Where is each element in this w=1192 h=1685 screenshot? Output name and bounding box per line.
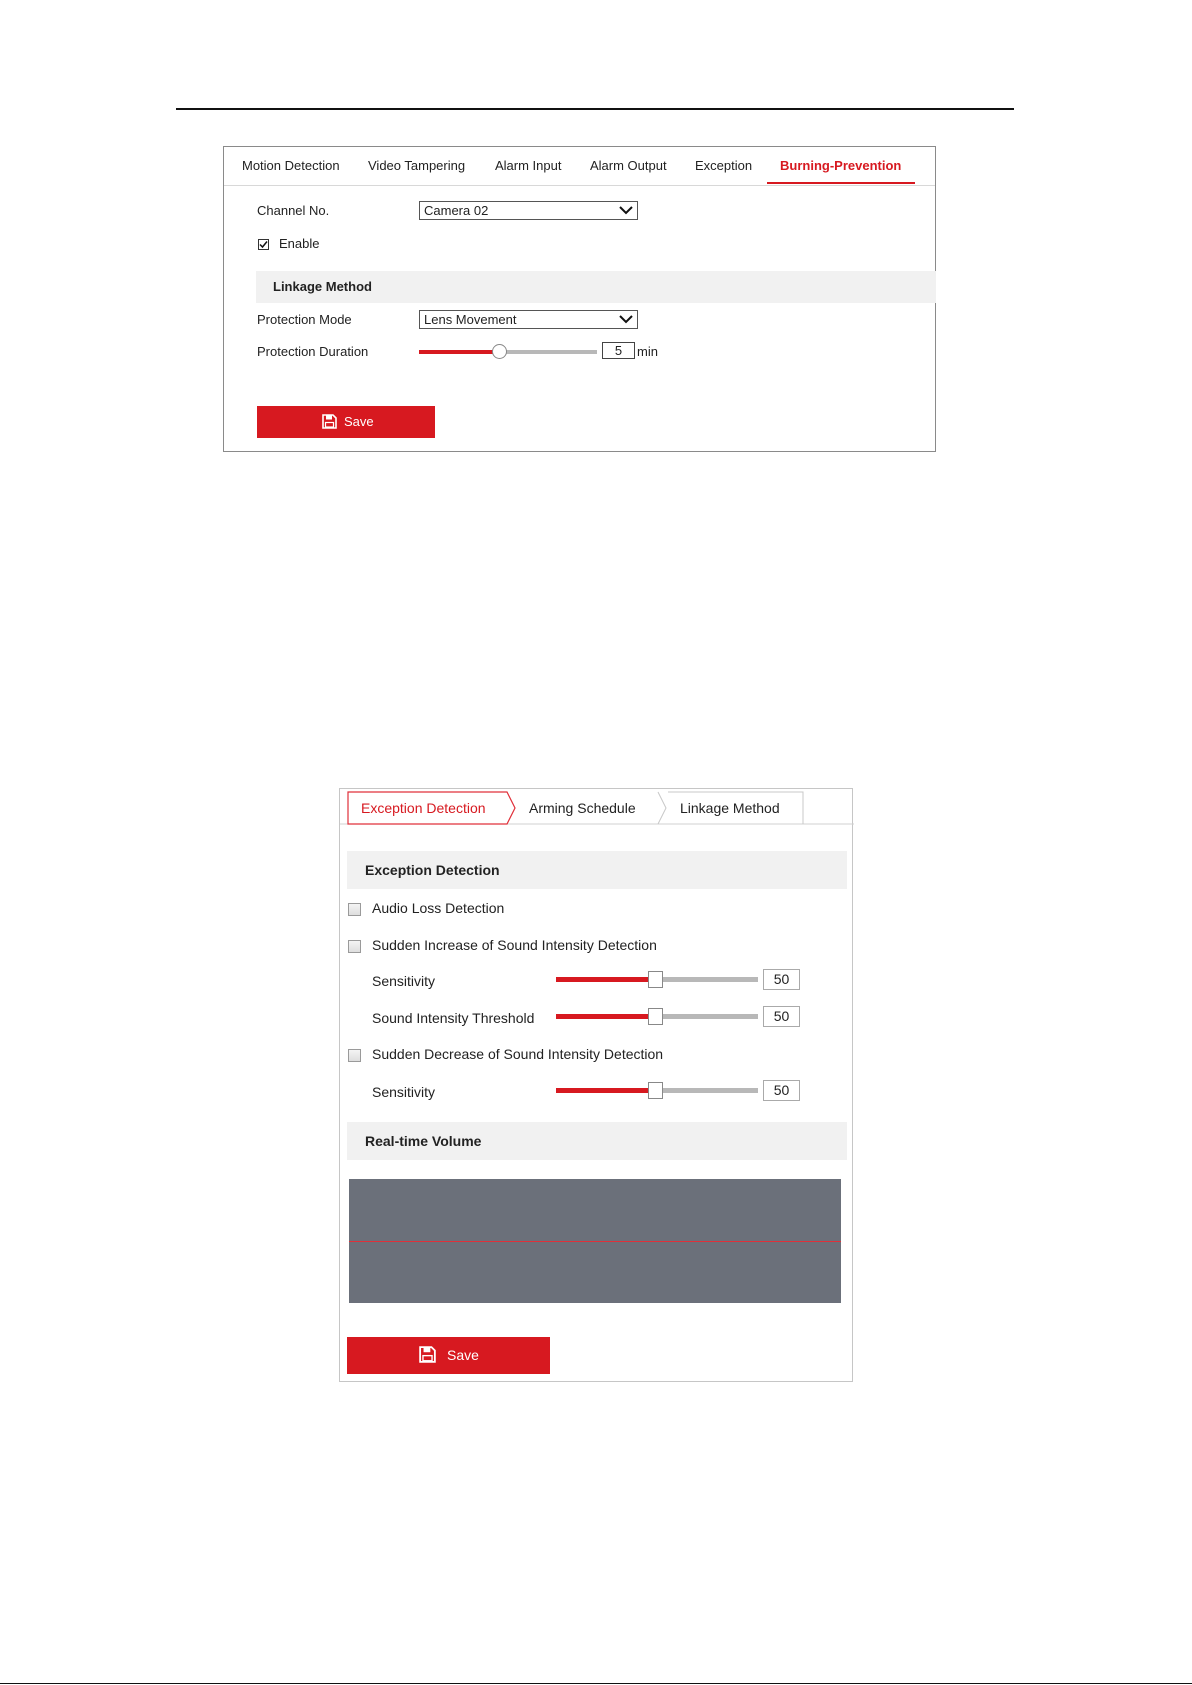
section-header-linkage bbox=[256, 271, 936, 303]
page-header-rule bbox=[176, 108, 1014, 110]
tab-exception[interactable]: Exception bbox=[695, 158, 753, 173]
decrease-sensitivity-slider-handle[interactable] bbox=[648, 1082, 663, 1099]
tab-motion-detection[interactable]: Motion Detection bbox=[242, 158, 340, 173]
tab-alarm-input[interactable]: Alarm Input bbox=[495, 158, 562, 173]
chevron-down-icon bbox=[619, 314, 633, 324]
section2-title: Real-time Volume bbox=[365, 1133, 482, 1149]
protection-mode-label: Protection Mode bbox=[257, 312, 352, 327]
tab-burning-prevention[interactable]: Burning-Prevention bbox=[780, 158, 902, 173]
tab-alarm-output[interactable]: Alarm Output bbox=[590, 158, 667, 173]
increase-sensitivity-label: Sensitivity bbox=[372, 973, 436, 989]
protection-mode-select[interactable] bbox=[419, 310, 638, 329]
threshold-slider-handle[interactable] bbox=[648, 1008, 663, 1025]
realtime-volume-display bbox=[349, 1179, 841, 1303]
protection-duration-slider-handle[interactable] bbox=[492, 344, 507, 359]
decrease-sensitivity-slider-fill bbox=[556, 1088, 656, 1093]
section1-title: Exception Detection bbox=[365, 862, 500, 878]
enable-checkbox[interactable] bbox=[258, 239, 269, 250]
checkmark-icon bbox=[259, 240, 268, 249]
chevron-down-icon bbox=[619, 205, 633, 215]
burning-prevention-panel bbox=[223, 146, 936, 452]
tab-exception-detection[interactable]: Exception Detection bbox=[361, 800, 486, 816]
sudden-increase-checkbox[interactable] bbox=[348, 940, 361, 953]
protection-duration-label: Protection Duration bbox=[257, 344, 369, 359]
volume-threshold-line bbox=[349, 1241, 841, 1242]
channel-label: Channel No. bbox=[257, 203, 330, 218]
save-icon bbox=[419, 1346, 436, 1363]
increase-sensitivity-slider-handle[interactable] bbox=[648, 971, 663, 988]
sudden-decrease-checkbox[interactable] bbox=[348, 1049, 361, 1062]
protection-duration-input[interactable]: 5 bbox=[602, 342, 635, 359]
decrease-sensitivity-label: Sensitivity bbox=[372, 1084, 436, 1100]
threshold-input[interactable]: 50 bbox=[763, 1006, 800, 1027]
section-header-realtime-volume bbox=[347, 1122, 847, 1160]
protection-duration-unit: min bbox=[637, 344, 658, 359]
save-button[interactable] bbox=[257, 406, 435, 438]
save-label: Save bbox=[344, 414, 374, 429]
tab-linkage-method[interactable]: Linkage Method bbox=[680, 800, 780, 816]
save-button[interactable] bbox=[347, 1337, 550, 1374]
section-title: Linkage Method bbox=[273, 279, 372, 294]
save-icon bbox=[322, 414, 337, 429]
audio-loss-checkbox[interactable] bbox=[348, 903, 361, 916]
increase-sensitivity-slider-fill bbox=[556, 977, 656, 982]
sudden-increase-label: Sudden Increase of Sound Intensity Detection bbox=[372, 937, 657, 953]
event-tab-bar bbox=[224, 147, 935, 186]
threshold-slider-fill bbox=[556, 1014, 656, 1019]
sudden-decrease-label: Sudden Decrease of Sound Intensity Detection bbox=[372, 1046, 664, 1062]
audio-loss-label: Audio Loss Detection bbox=[372, 900, 505, 916]
save-label: Save bbox=[447, 1347, 479, 1363]
increase-sensitivity-input[interactable]: 50 bbox=[763, 969, 800, 990]
tab-arming-schedule[interactable]: Arming Schedule bbox=[529, 800, 636, 816]
channel-select[interactable] bbox=[419, 201, 638, 220]
tab-video-tampering[interactable]: Video Tampering bbox=[368, 158, 466, 173]
protection-mode-value: Lens Movement bbox=[424, 312, 517, 327]
page-footer-rule bbox=[0, 1683, 1192, 1684]
decrease-sensitivity-input[interactable]: 50 bbox=[763, 1080, 800, 1101]
audio-exception-panel bbox=[339, 788, 853, 1382]
channel-select-value: Camera 02 bbox=[424, 203, 489, 218]
protection-duration-slider-fill bbox=[419, 350, 499, 354]
section-header-exception-detection bbox=[347, 851, 847, 889]
active-tab-indicator bbox=[767, 182, 915, 184]
threshold-label: Sound Intensity Threshold bbox=[372, 1010, 535, 1026]
enable-label: Enable bbox=[279, 236, 320, 251]
